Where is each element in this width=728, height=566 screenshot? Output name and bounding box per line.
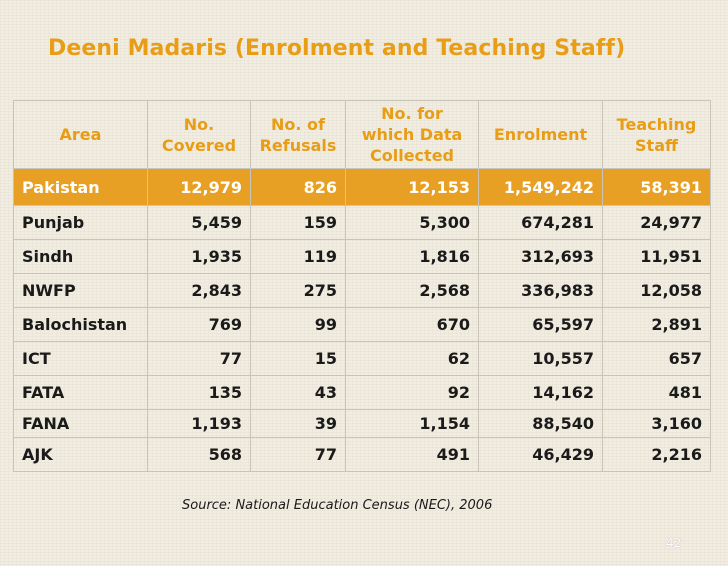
cell-area: AJK (14, 438, 148, 472)
table-row (14, 376, 711, 410)
cell-enrolment: 14,162 (479, 376, 603, 410)
cell-refusals: 119 (251, 240, 346, 274)
cell-area: Pakistan (14, 169, 148, 206)
enrolment-table (13, 100, 711, 472)
cell-staff: 3,160 (603, 410, 711, 438)
table-row-total (14, 169, 711, 206)
cell-covered: 1,193 (148, 410, 251, 438)
col-header-teaching-staff: Teaching Staff (603, 101, 711, 169)
cell-enrolment: 336,983 (479, 274, 603, 308)
cell-enrolment: 312,693 (479, 240, 603, 274)
cell-collected: 670 (346, 308, 479, 342)
cell-enrolment: 674,281 (479, 206, 603, 240)
col-header-data-collected: No. for which Data Collected (346, 101, 479, 169)
cell-refusals: 77 (251, 438, 346, 472)
table-header-row (14, 101, 711, 169)
cell-area: NWFP (14, 274, 148, 308)
cell-staff: 657 (603, 342, 711, 376)
table-row (14, 206, 711, 240)
cell-area: ICT (14, 342, 148, 376)
cell-covered: 568 (148, 438, 251, 472)
cell-enrolment: 65,597 (479, 308, 603, 342)
cell-covered: 1,935 (148, 240, 251, 274)
col-header-refusals: No. of Refusals (251, 101, 346, 169)
cell-collected: 92 (346, 376, 479, 410)
cell-area: FATA (14, 376, 148, 410)
cell-collected: 491 (346, 438, 479, 472)
cell-staff: 12,058 (603, 274, 711, 308)
table-row (14, 308, 711, 342)
cell-collected: 1,154 (346, 410, 479, 438)
cell-area: Punjab (14, 206, 148, 240)
cell-collected: 62 (346, 342, 479, 376)
cell-refusals: 159 (251, 206, 346, 240)
cell-refusals: 275 (251, 274, 346, 308)
cell-area: Balochistan (14, 308, 148, 342)
cell-enrolment: 10,557 (479, 342, 603, 376)
cell-staff: 481 (603, 376, 711, 410)
cell-refusals: 43 (251, 376, 346, 410)
col-header-enrolment: Enrolment (479, 101, 603, 169)
table-row (14, 410, 711, 438)
page-number: 42 (666, 536, 682, 550)
cell-covered: 12,979 (148, 169, 251, 206)
cell-covered: 135 (148, 376, 251, 410)
cell-staff: 2,891 (603, 308, 711, 342)
cell-staff: 58,391 (603, 169, 711, 206)
table-row (14, 240, 711, 274)
cell-enrolment: 46,429 (479, 438, 603, 472)
cell-collected: 12,153 (346, 169, 479, 206)
cell-refusals: 99 (251, 308, 346, 342)
cell-covered: 77 (148, 342, 251, 376)
cell-collected: 1,816 (346, 240, 479, 274)
slide-title: Deeni Madaris (Enrolment and Teaching Staff) (48, 36, 626, 61)
cell-area: FANA (14, 410, 148, 438)
cell-enrolment: 88,540 (479, 410, 603, 438)
cell-covered: 769 (148, 308, 251, 342)
cell-collected: 5,300 (346, 206, 479, 240)
col-header-area: Area (14, 101, 148, 169)
cell-refusals: 39 (251, 410, 346, 438)
col-header-no-covered: No. Covered (148, 101, 251, 169)
table-row (14, 274, 711, 308)
table-row (14, 438, 711, 472)
cell-covered: 2,843 (148, 274, 251, 308)
cell-collected: 2,568 (346, 274, 479, 308)
cell-enrolment: 1,549,242 (479, 169, 603, 206)
cell-refusals: 15 (251, 342, 346, 376)
cell-staff: 2,216 (603, 438, 711, 472)
cell-area: Sindh (14, 240, 148, 274)
cell-staff: 24,977 (603, 206, 711, 240)
source-note: Source: National Education Census (NEC), 2006 (182, 498, 493, 513)
cell-refusals: 826 (251, 169, 346, 206)
cell-covered: 5,459 (148, 206, 251, 240)
cell-staff: 11,951 (603, 240, 711, 274)
table-row (14, 342, 711, 376)
